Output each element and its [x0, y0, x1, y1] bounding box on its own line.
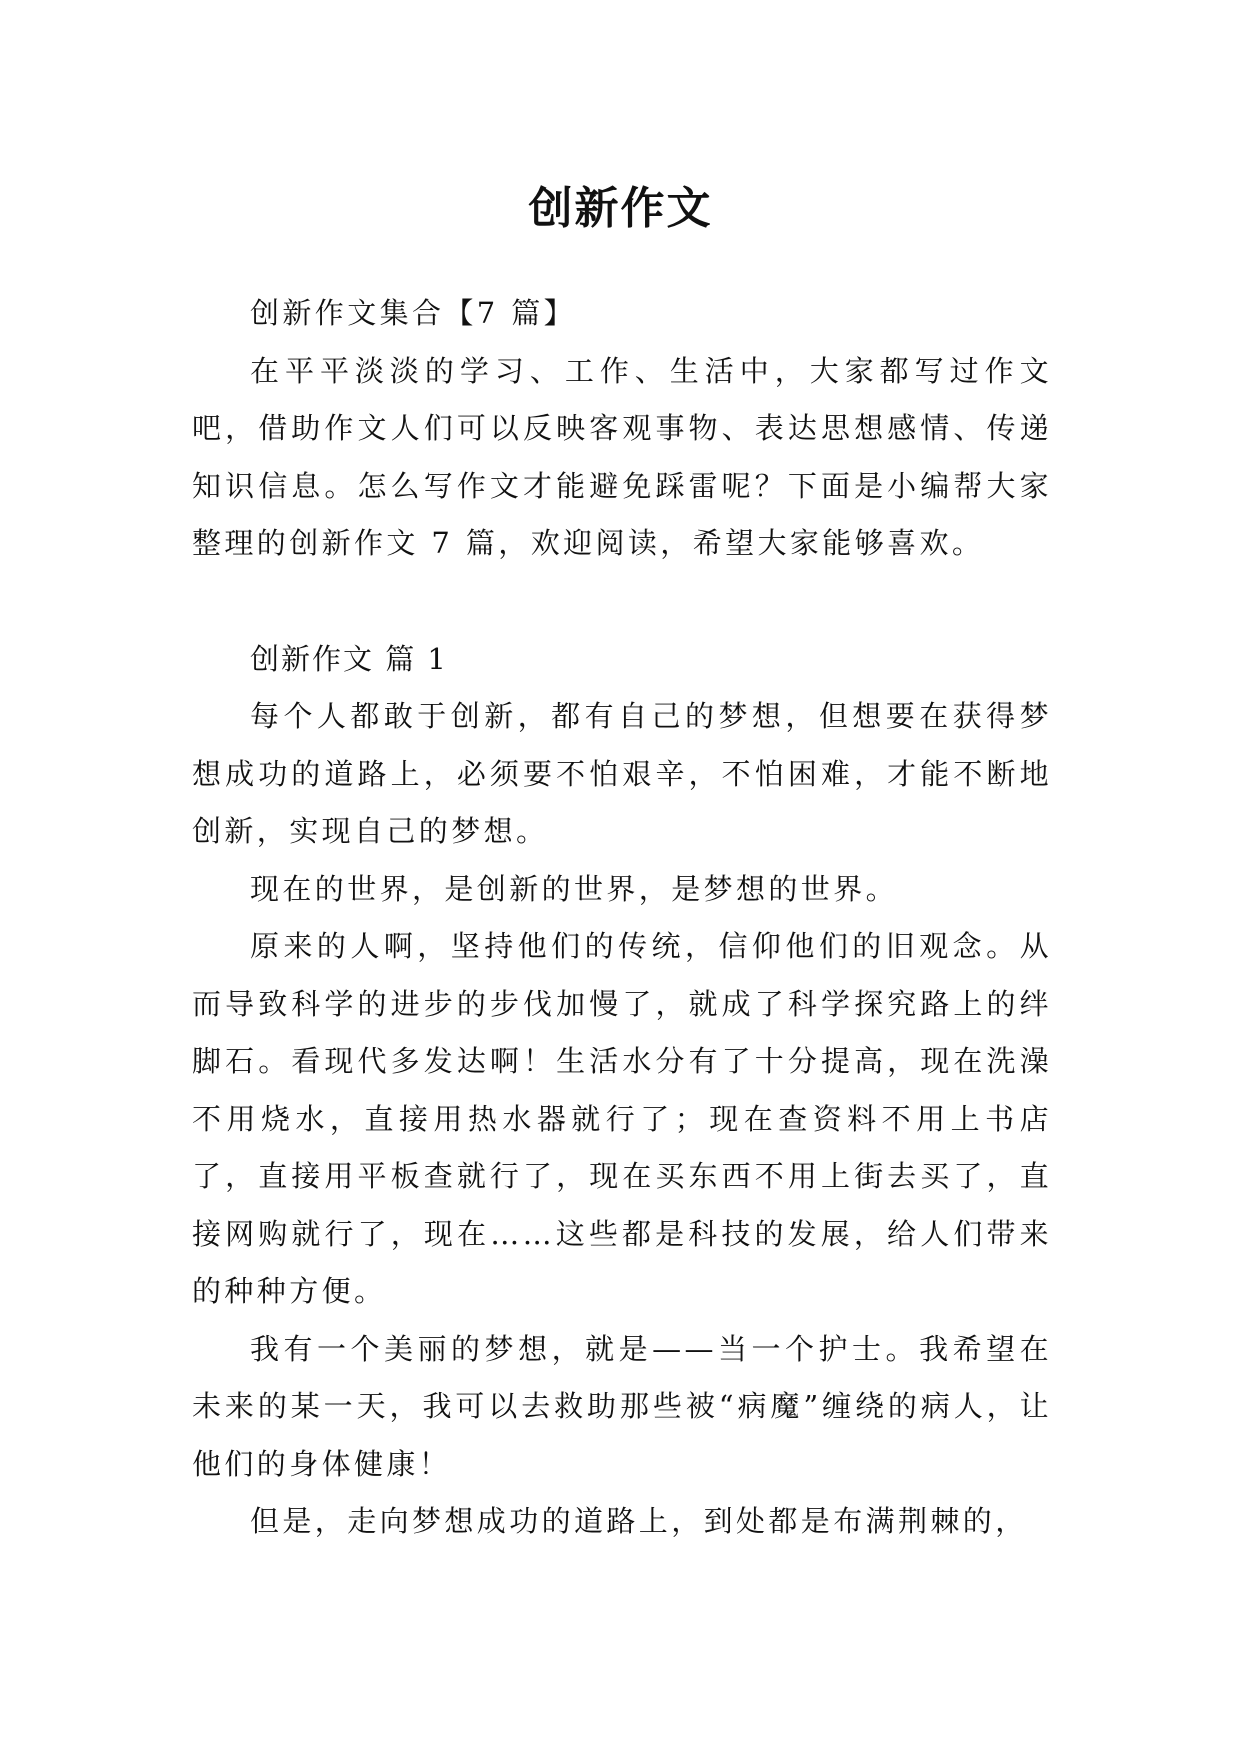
document-body [192, 285, 1052, 1551]
section-paragraph: 但是，走向梦想成功的道路上，到处都是布满荆棘的， [250, 1504, 1028, 1538]
intro-paragraph: 在平平淡淡的学习、工作、生活中，大家都写过作文吧，借助作文人们可以反映客观事物、表达思想感情、传递知识信息。怎么写作文才能避免踩雷呢？下面是小编帮大家整理的创新作文 7 篇，欢迎阅读，希望大家能够喜欢。 [192, 353, 1052, 560]
document-title: 创新作文 [528, 183, 713, 235]
section-paragraph: 原来的人啊，坚持他们的传统，信仰他们的旧观念。从而导致科学的进步的步伐加慢了，就成了科学探究路上的绊脚石。看现代多发达啊！生活水分有了十分提高，现在洗澡不用烧水，直接用热水器就行了；现在查资料不用上书店了，直接用平板查就行了，现在买东西不用上街去买了，直接网购就行了，现在……这些都是科技的发展，给人们带来的种种方便。 [192, 929, 1052, 1308]
section-heading: 创新作文 篇 1 [250, 641, 448, 676]
section-paragraph: 现在的世界，是创新的世界，是梦想的世界。 [250, 871, 899, 906]
intro-subtitle: 创新作文集合【7 篇】 [250, 296, 577, 330]
section-spacer [192, 573, 1052, 631]
section-paragraph: 每个人都敢于创新，都有自己的梦想，但想要在获得梦想成功的道路上，必须要不怕艰辛，不怕困难，才能不断地创新，实现自己的梦想。 [192, 699, 1052, 848]
section-paragraph: 我有一个美丽的梦想，就是——当一个护士。我希望在未来的某一天，我可以去救助那些被“病魔”缠绕的病人，让他们的身体健康！ [192, 1331, 1052, 1481]
